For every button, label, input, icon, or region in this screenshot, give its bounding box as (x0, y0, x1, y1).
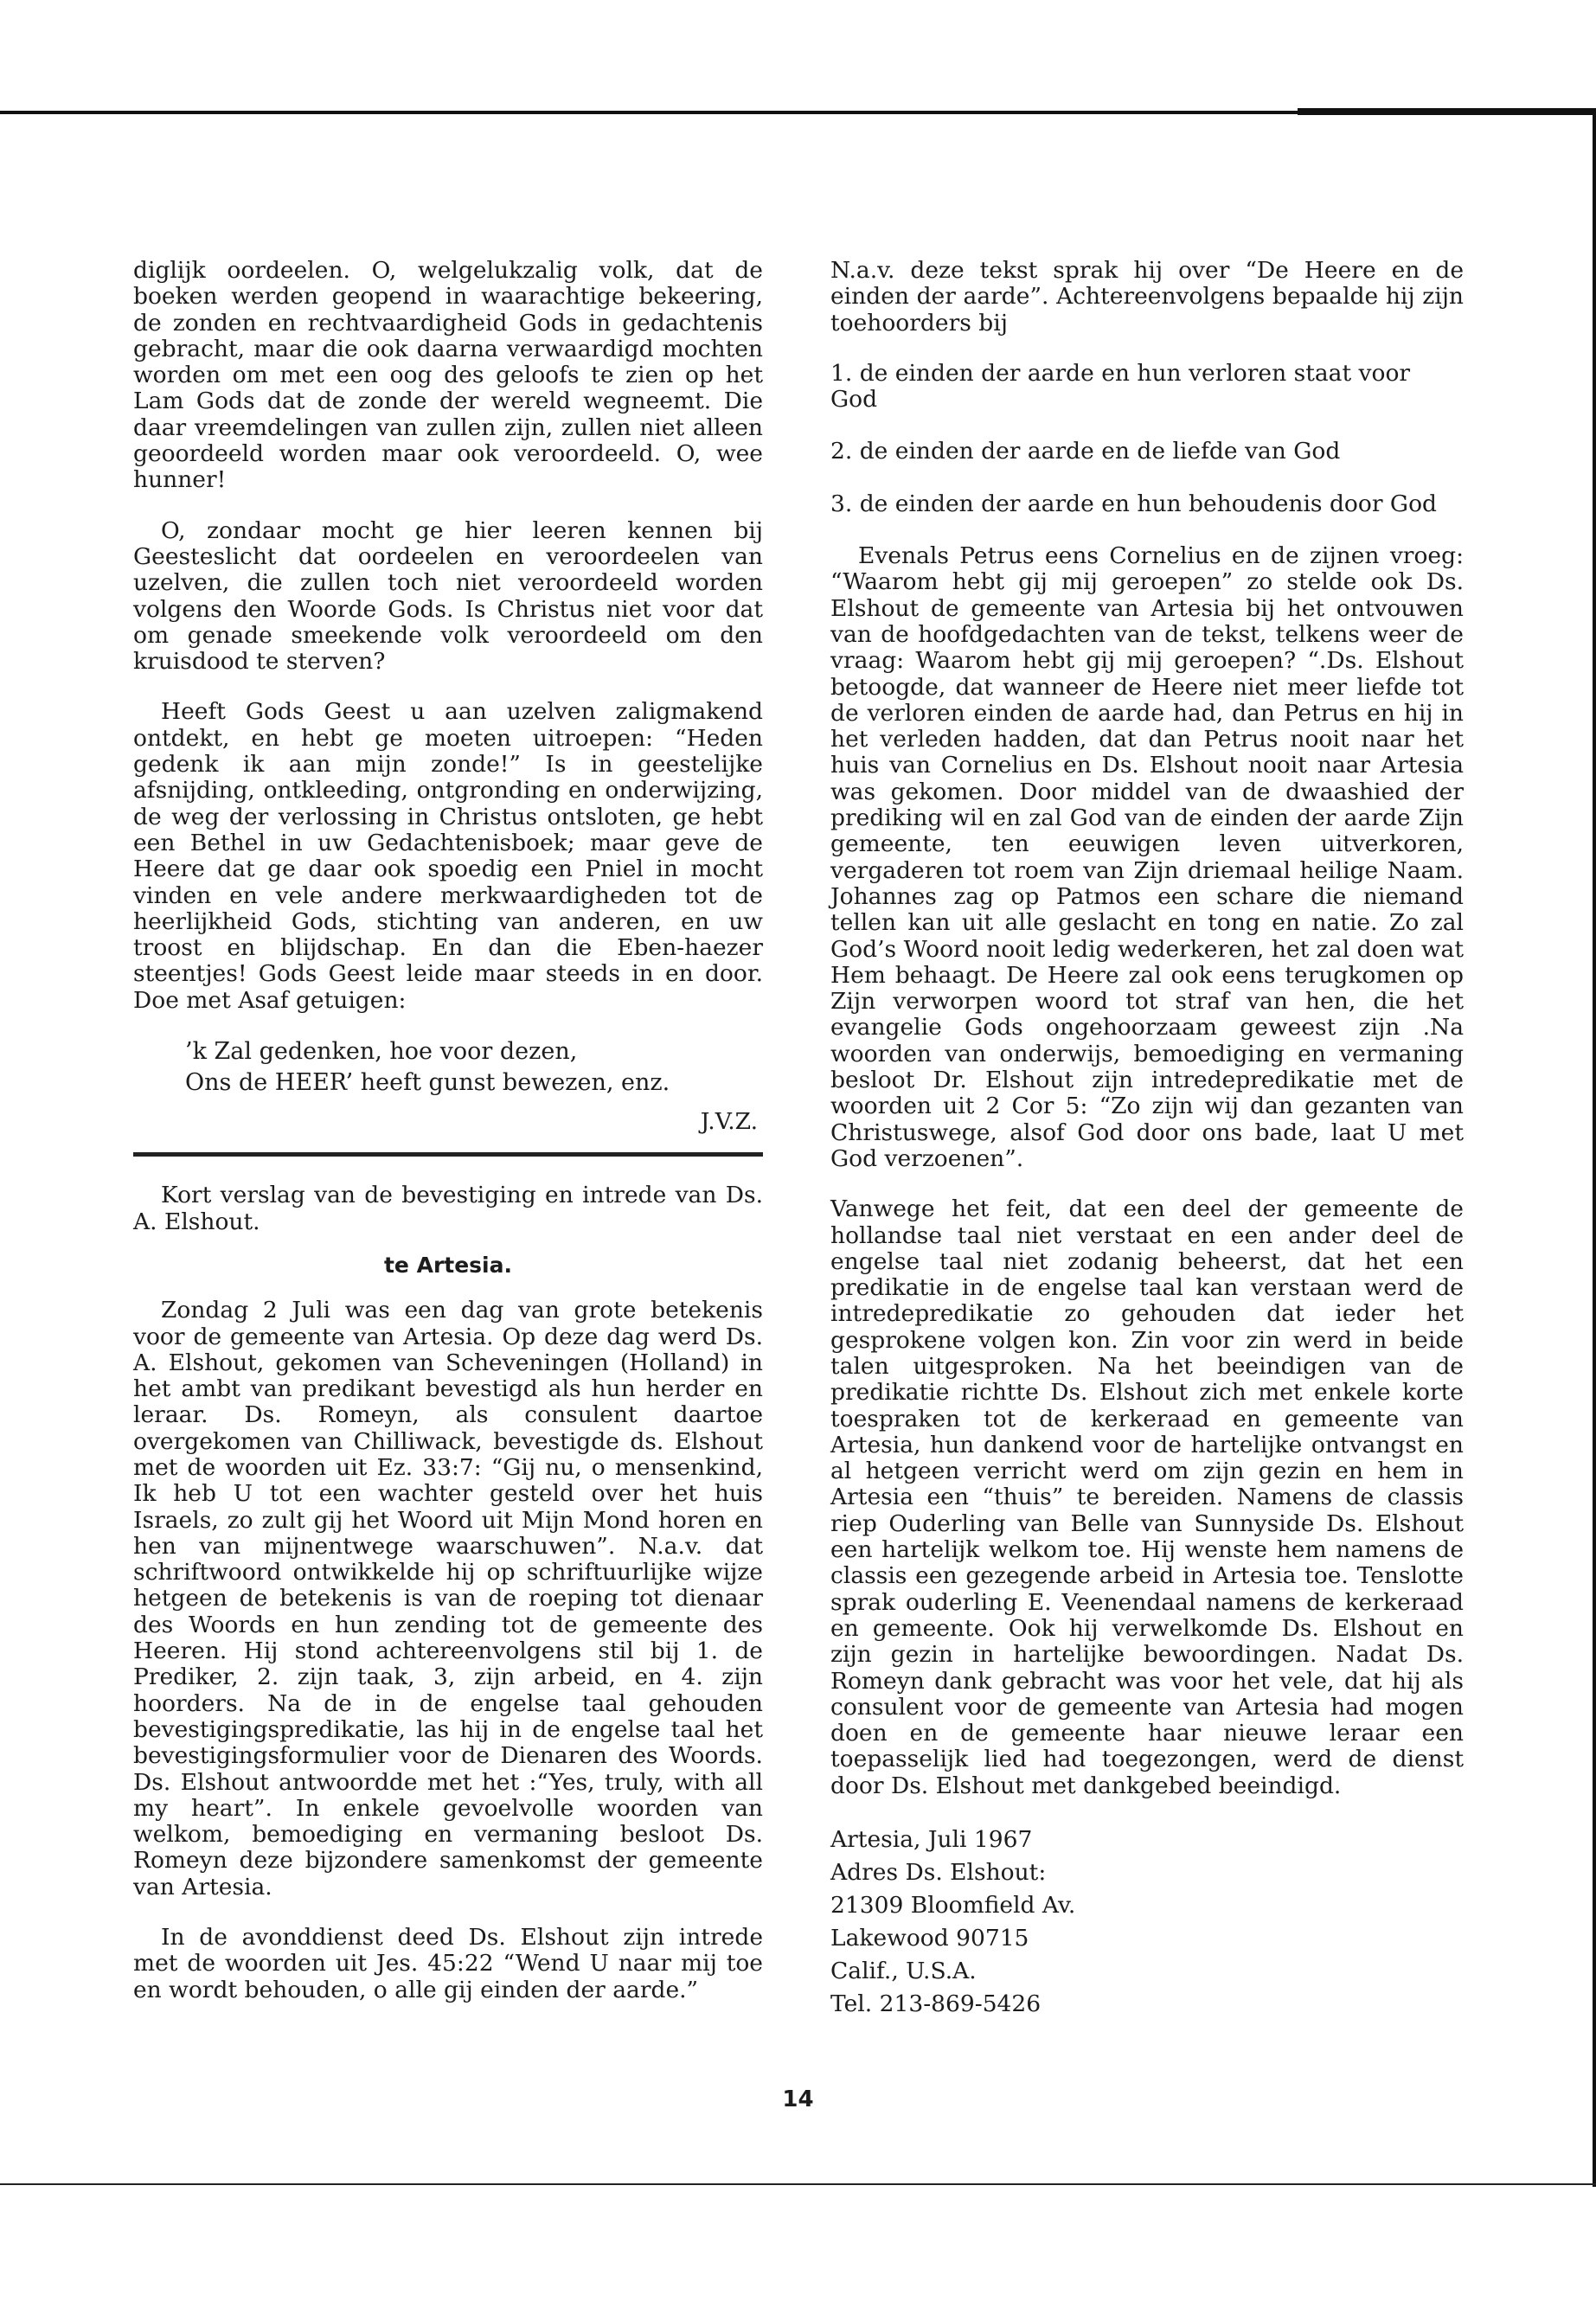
right-column (830, 258, 1464, 2021)
address-line-5: Calif., U.S.A. (830, 1958, 977, 1985)
top-border-thick-segment (1298, 108, 1596, 115)
verse-line-2: Ons de HEER’ heeft gunst bewezen, enz. (185, 1069, 670, 1097)
psalm-verse (133, 1038, 763, 1097)
list-item-1: 1. de einden der aarde en hun verloren staat voor God (830, 359, 1411, 413)
report-title: te Artesia. (383, 1252, 512, 1278)
signature: J.V.Z. (700, 1108, 758, 1136)
page-number: 14 (782, 2086, 814, 2112)
address-line-3: 21309 Bloomfield Av. (830, 1892, 1076, 1920)
address-line-4: Lakewood 90715 (830, 1925, 1029, 1952)
right-paragraph-3: Vanwege het feit, dat een deel der gemeente de hollandse taal niet verstaat en een ander deel de engelse taal niet zodanig beheerst, dat het een predikatie in de engelse taal kan verstaan werd de intredepredikatie zo gehouden dat ieder het gesprokene volgen kon. Zin voor zin werd in beide talen uitgesproken. Na het beeindigen van de predikatie richtte Ds. Elshout zich met enkele korte toespraken tot de kerkeraad en gemeente van Artesia, hun dankend voor de hartelijke ontvangst en al hetgeen verricht werd om zijn gezin en hem in Artesia een “thuis” te bereiden. Namens de classis riep Ouderling van Belle van Sunnyside Ds. Elshout een hartelijk welkom toe. Hij wenste hem namens de classis een gezegende arbeid in Artesia toe. Tenslotte sprak ouderling E. Veenendaal namens de kerkeraad en gemeente. Ook hij verwelkomde Ds. Elshout en zijn gezin in hartelijke bewoordingen. Nadat Ds. Romeyn dank gebracht was voor het vele, dat hij als consulent voor de gemeente van Artesia had mogen doen en de gemeente haar nieuwe leraar een toepasselijk lied had toegezongen, werd de dienst door Ds. Elshout met dankgebed beeindigd. (830, 1195, 1464, 1799)
address-line-2: Adres Ds. Elshout: (830, 1859, 1047, 1887)
left-paragraph-1: diglijk oordeelen. O, welgelukzalig volk, dat de boeken werden geopend in waarachtige bekeering, de zonden en rechtvaardigheid Gods in gedachtenis gebracht, maar die ook daarna verwaardigd mochten worden om met een oog des geloofs te zien op het Lam Gods dat de zonde der wereld wegneemt. Die daar vreemdelingen van zullen zijn, zullen niet alleen geoordeeld worden maar ook veroordeeld. O, wee hunner! (133, 257, 763, 494)
list-item-3: 3. de einden der aarde en hun behoudenis door God (830, 490, 1438, 517)
list-item-2: 2. de einden der aarde en de liefde van God (830, 438, 1341, 465)
left-column (133, 258, 763, 2028)
bottom-border-line (0, 2183, 1596, 2185)
right-border-line (1593, 111, 1596, 2187)
section-divider (133, 1152, 763, 1157)
address-block (830, 1823, 1464, 2021)
verse-line-1: ’k Zal gedenken, hoe voor dezen, (185, 1038, 578, 1066)
left-paragraph-3: Heeft Gods Geest u aan uzelven zaligmakend ontdekt, en hebt ge moeten uitroepen: “Heden gedenk ik aan mijn zonde!” Is in geestelijke afsnijding, ontkleeding, ontgronding en onderwijzing, de weg der verlossing in Christus ontsloten, ge hebt een Bethel in uw Gedachtenisboek; maar geve de Heere dat ge daar ook spoedig een Pniel in mocht vinden en vele andere merkwaardigheden tot de heerlijkheid Gods, stichting van anderen, en uw troost en blijdschap. En dan die Eben-haezer steentjes! Gods Geest leide maar steeds in en door. Doe met Asaf getuigen: (133, 698, 763, 1014)
left-paragraph-5: In de avonddienst deed Ds. Elshout zijn intrede met de woorden uit Jes. 45:22 “Wend U naar mij toe en wordt behouden, o alle gij einden der aarde.” (133, 1924, 763, 2003)
address-line-1: Artesia, Juli 1967 (830, 1826, 1033, 1854)
right-paragraph-1: N.a.v. deze tekst sprak hij over “De Heere en de einden der aarde”. Achtereenvolgens bepaalde hij zijn toehoorders bij (830, 257, 1464, 336)
report-intro: Kort verslag van de bevestiging en intrede van Ds. A. Elshout. (133, 1182, 763, 1235)
address-line-6: Tel. 213-869-5426 (830, 1990, 1042, 2018)
left-paragraph-2: O, zondaar mocht ge hier leeren kennen bij Geesteslicht dat oordeelen en veroordeelen van uzelven, die zullen toch niet veroordeeld worden volgens den Woorde Gods. Is Christus niet voor dat om genade smeekende volk veroordeeld om den kruisdood te sterven? (133, 516, 763, 676)
right-paragraph-2: Evenals Petrus eens Cornelius en de zijnen vroeg: “Waarom hebt gij mij geroepen” zo stelde ook Ds. Elshout de gemeente van Artesia bij het ontvouwen van de hoofdgedachten van de tekst, telkens weer de vraag: Waarom hebt gij mij geroepen? “.Ds. Elshout betoogde, dat wanneer de Heere niet meer liefde tot de verloren einden de aarde had, dan Petrus en hij in het verleden hadden, dat dan Petrus nooit naar het huis van Cornelius en Ds. Elshout nooit naar Artesia was gekomen. Door middel van de dwaashied der prediking wil en zal God van de einden der aarde Zijn gemeente, ten eeuwigen leven uitverkoren, vergaderen tot roem van Zijn driemaal heilige Naam. Johannes zag op Patmos een schare die niemand tellen kan uit alle geslacht en tong en natie. Zo zal God’s Woord nooit ledig wederkeren, het zal doen wat Hem behaagt. De Heere zal ook eens terugkomen op Zijn verworpen woord tot straf van hen, die het evangelie Gods ongehoorzaam geweest zijn .Na woorden van onderwijs, bemoediging en vermaning besloot Dr. Elshout zijn intredepredikatie met de woorden uit 2 Cor 5: “Zo zijn wij dan gezanten van Christuswege, alsof God door ons bade, laat U met God verzoenen”. (830, 542, 1464, 1172)
left-paragraph-4: Zondag 2 Juli was een dag van grote betekenis voor de gemeente van Artesia. Op deze dag werd Ds. A. Elshout, gekomen van Scheveningen (Holland) in het ambt van predikant bevestigd als hun herder en leraar. Ds. Romeyn, als consulent daartoe overgekomen van Chilliwack, bevestigde ds. Elshout met de woorden uit Ez. 33:7: “Gij nu, o mensenkind, Ik heb U tot een wachter gesteld over het huis Israels, zo zult gij het Woord uit Mijn Mond horen en hen van mijnentwege waarschuwen”. N.a.v. dat schriftwoord ontwikkelde hij op schriftuurlijke wijze hetgeen de betekenis is van de roeping tot dienaar des Woords en hun zending tot de gemeente des Heeren. Hij stond achtereenvolgens stil bij 1. de Prediker, 2. zijn taak, 3, zijn arbeid, en 4. zijn hoorders. Na de in de engelse taal gehouden bevestigingspredikatie, las hij in de engelse taal het bevestigingsformulier voor de Dienaren des Woords. Ds. Elshout antwoordde met het :“Yes, truly, with all my heart”. In enkele gevoelvolle woorden van welkom, bemoediging en vermaning besloot Ds. Romeyn deze bijzondere samenkomst der gemeente van Artesia. (133, 1297, 763, 1900)
